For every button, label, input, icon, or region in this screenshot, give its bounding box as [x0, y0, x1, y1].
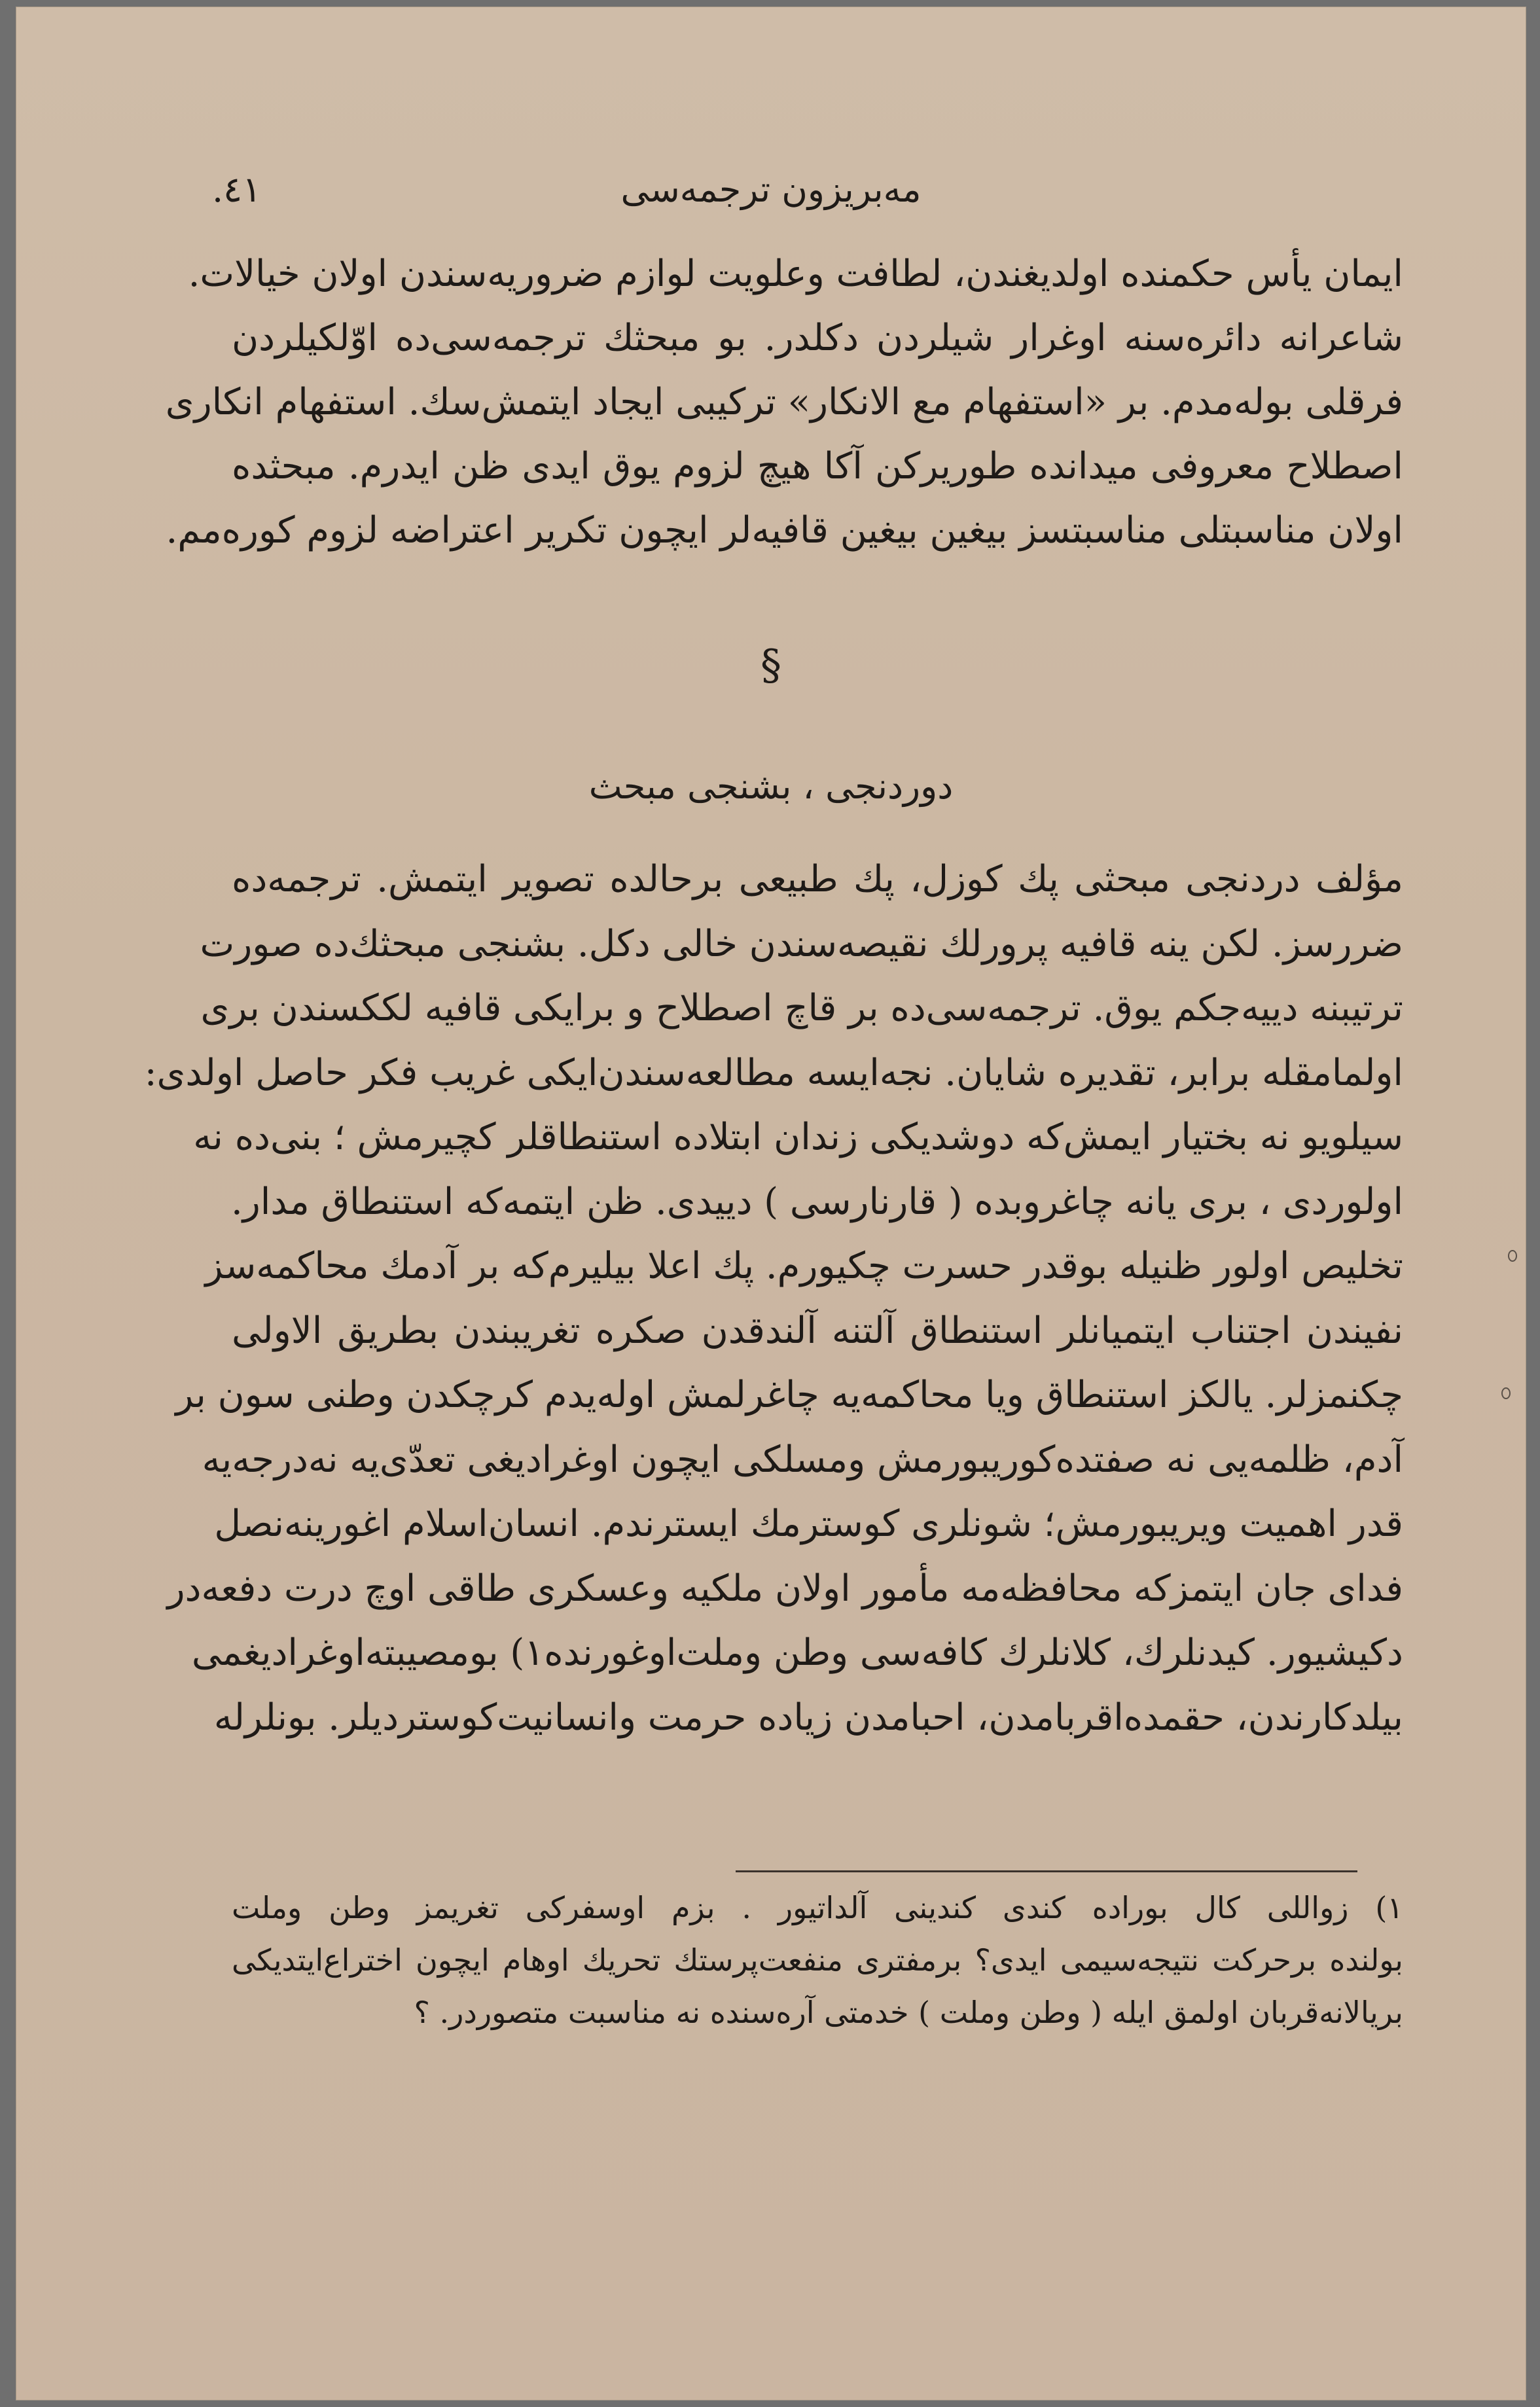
section-sign: §: [761, 641, 781, 690]
text-line: اولان مناسبتلی مناسبتسز بیغین بیغین قافیه‌لر ایچون تکریر اعتراضه لزوم کوره‌مم.: [166, 509, 1403, 552]
footnote-line: ١) زواللی کال بوراده کندی کندینی آلداتیور . بزم اوسفرکی تغریمز وطن وملت: [232, 1890, 1403, 1925]
text-line: فدای جان ایتمزکه محافظه‌مه مأمور اولان ملکیه و‌عسکری طاقی اوچ درت دفعه‌در: [167, 1567, 1403, 1610]
footnote-line: بریالانه‌قربان اولمق ایله ( وطن وملت ) خدمتی آره‌سنده نه مناسبت متصوردر. ؟: [414, 1995, 1403, 2030]
paper-speck: [1501, 1387, 1511, 1399]
page-header: [16, 169, 1526, 221]
text-line: آدم، ظلمه‌یی نه صفتده‌کوریبورمش و‌مسلکی ایچون اوغرادیغی تعدّی‌یه نه‌درجه‌یه: [202, 1438, 1403, 1481]
text-line: چکنمزلر. یالکز استنطاق ویا محاکمه‌یه چاغرلمش اوله‌یدم کرچکدن وطنی سون بر: [175, 1374, 1403, 1416]
text-line: فرقلی بوله‌مدم. بر «استفهام مع الانکار» ترکیبی ایجاد ایتمش‌سك. استفهام انکاری: [165, 381, 1403, 423]
text-line: دکیشیور. کیدنلرك، کلانلرك کافه‌سی وطن وملت‌اوغورنده١) بومصیبته‌اوغرادیغمی: [191, 1631, 1403, 1674]
text-line: ترتیبنه دییه‌جکم یوق. ترجمه‌سی‌ده بر قاچ اصطلاح و برایکی قافیه لککسندن بری: [200, 987, 1403, 1029]
main-paragraph: [144, 847, 1403, 1750]
footnote: [232, 1881, 1403, 2039]
top-paragraph: [165, 242, 1403, 563]
paper-speck: [1508, 1250, 1517, 1262]
text-line: اولوردی ، بری یانه چاغروبده ( قارنارسی ) دییدی. ظن ایتمه‌که استنطاق مدار‌.: [230, 1180, 1403, 1223]
page-number: ٤١.: [212, 169, 262, 210]
book-page: [16, 7, 1526, 2400]
text-line: بیلدکارندن، حقمده‌اقربامدن، احبامدن زیاده حرمت وانسانیت‌کوستردیلر. بونلرله: [213, 1696, 1403, 1739]
running-title: مه‌بریزون ترجمه‌سی: [620, 169, 922, 210]
text-line: قدر اهمیت ویریبورمش؛ شونلری کوسترمك ایسترندم. انسان‌اسلام اغورینه‌نصل: [214, 1503, 1403, 1545]
text-line: ضررسز. لکن ینه قافیه پرورلك نقیصه‌سندن خالی دکل. بشنجی مبحثك‌ده صورت: [200, 922, 1403, 965]
text-line: تخلیص اولور ظنیله بوقدر حسرت چکیورم. پك اعلا بیلیرم‌که بر آدمك محاکمه‌سز: [205, 1245, 1403, 1287]
footnote-line: بولنده برحرکت نتیجه‌سیمی ایدی؟ برمفتری منفعت‌پرستك تحریك اوهام ایچون اختراع‌ایتدیکی: [232, 1942, 1403, 1978]
text-line: اصطلاح معروفی میدانده طوریرکن آکا هیچ لزوم یوق ایدی ظن ایدرم. مبحثده: [232, 445, 1403, 488]
section-heading: دوردنجی ، بشنجی مبحث: [588, 766, 954, 807]
footnote-divider: [736, 1870, 1357, 1872]
text-line: ایمان یأس حکمنده اولدیغندن، لطافت وعلویت لوازم ضروریه‌سندن اولان خیالات‌.: [188, 253, 1403, 295]
text-line: سیلویو نه بختیار ایمش‌که دوشدیکی زندان ابتلاده استنطاقلر کچیرمش ؛ بنی‌ده نه: [193, 1116, 1403, 1158]
text-line: اولمامقله برابر، تقدیره شایان. نجه‌ایسه مطالعه‌سندن‌ایکی غریب فکر حاصل اولدی:: [144, 1051, 1403, 1094]
text-line: نفیندن اجتناب ایتمیانلر استنطاق آلتنه آلندقدن صکره تغریبندن بطریق الاولی: [232, 1309, 1403, 1352]
text-line: شاعرانه دائره‌سنه اوغرار شیلردن دکلدر. بو مبحثك ترجمه‌سی‌ده اوّلکیلردن: [232, 317, 1403, 359]
text-line: مؤلف دردنجی مبحثی پك کوزل، پك طبیعی برحالده تصویر ایتمش. ترجمه‌ده: [232, 858, 1403, 900]
